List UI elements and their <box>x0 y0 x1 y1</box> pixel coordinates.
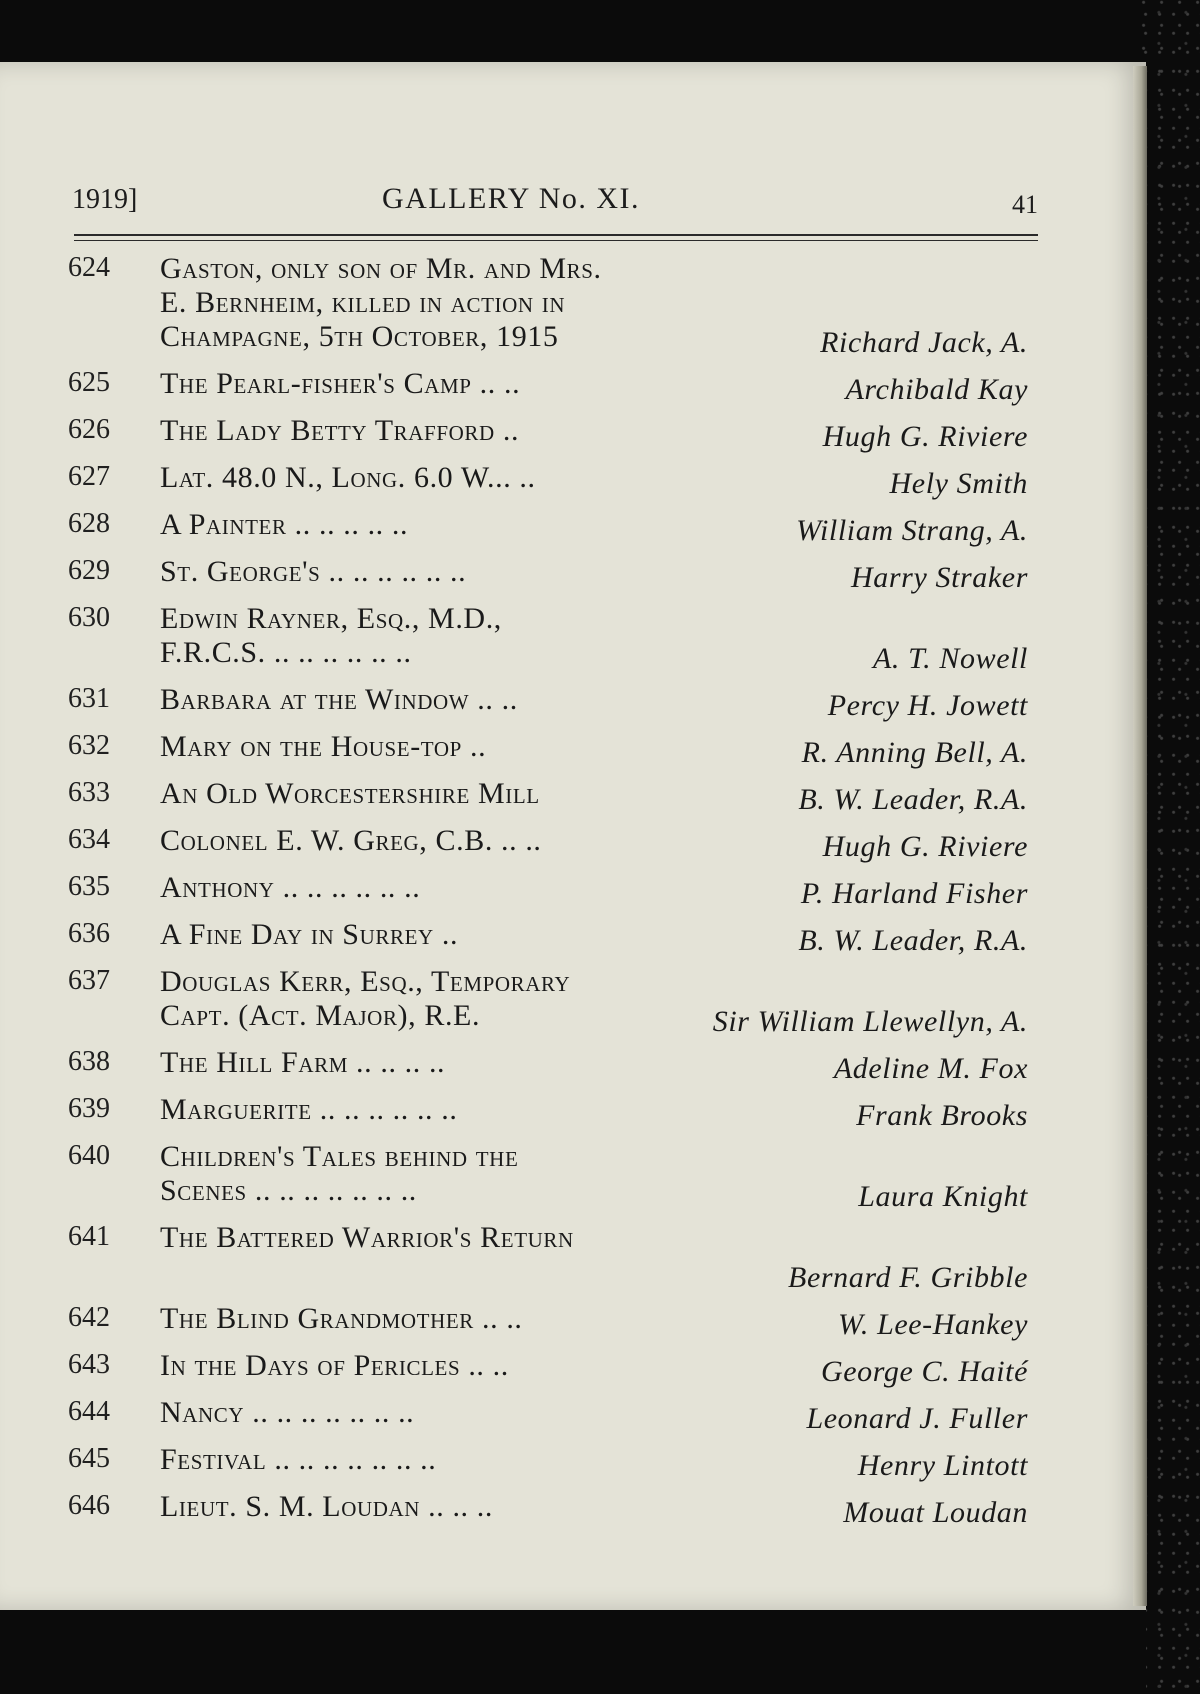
entry-title: Douglas Kerr, Esq., Temporary Capt. (Act. Major), R.E. <box>160 965 571 1032</box>
entry-number: 625 <box>68 367 110 398</box>
entry-title: Gaston, only son of Mr. and Mrs. E. Bernheim, killed in action in Champagne, 5th October, 1915 <box>160 252 602 353</box>
entry-title: Barbara at the Window .. .. <box>160 683 518 716</box>
catalogue-entry <box>68 1046 1040 1085</box>
entry-number: 633 <box>68 777 110 808</box>
entry-number: 634 <box>68 824 110 855</box>
entry-title: Anthony .. .. .. .. .. .. <box>160 871 421 904</box>
entry-number: 629 <box>68 555 110 586</box>
entry-number: 631 <box>68 683 110 714</box>
page-edge <box>1133 66 1147 1606</box>
entry-title: Marguerite .. .. .. .. .. .. <box>160 1093 458 1126</box>
entry-title: An Old Worcestershire Mill <box>160 777 540 810</box>
catalogue-entry <box>68 1093 1040 1132</box>
entry-number: 638 <box>68 1046 110 1077</box>
entry-title: A Fine Day in Surrey .. <box>160 918 459 951</box>
header-rule <box>74 234 1038 236</box>
catalogue-entry <box>68 602 1040 675</box>
catalogue-entry <box>68 555 1040 594</box>
entry-artist: Adeline M. Fox <box>833 1052 1028 1085</box>
entry-artist: Sir William Llewellyn, A. <box>712 1005 1028 1038</box>
entry-number: 639 <box>68 1093 110 1124</box>
entry-number: 640 <box>68 1140 110 1171</box>
catalogue-entry <box>68 918 1040 957</box>
entry-number: 628 <box>68 508 110 539</box>
entry-number: 627 <box>68 461 110 492</box>
entry-artist: William Strang, A. <box>796 514 1028 547</box>
entry-artist: B. W. Leader, R.A. <box>798 783 1028 816</box>
entry-title: In the Days of Pericles .. .. <box>160 1349 509 1382</box>
catalogue-entry <box>68 1349 1040 1388</box>
entry-number: 643 <box>68 1349 110 1380</box>
catalogue-entry <box>68 683 1040 722</box>
entry-title: Nancy .. .. .. .. .. .. .. <box>160 1396 415 1429</box>
entry-artist: Richard Jack, A. <box>820 326 1028 359</box>
entry-title: Colonel E. W. Greg, C.B. .. .. <box>160 824 542 857</box>
catalogue-entry <box>68 824 1040 863</box>
entry-artist: Hugh G. Riviere <box>822 830 1028 863</box>
entry-artist: Hely Smith <box>889 467 1028 500</box>
entry-number: 624 <box>68 252 110 283</box>
entry-artist: Archibald Kay <box>845 373 1028 406</box>
entry-artist: Henry Lintott <box>857 1449 1028 1482</box>
entry-number: 626 <box>68 414 110 445</box>
page-number: 41 <box>1012 190 1038 219</box>
entry-title: The Hill Farm .. .. .. .. <box>160 1046 446 1079</box>
catalogue-entry <box>68 1396 1040 1435</box>
header-rule-thin <box>74 240 1038 241</box>
entry-artist: P. Harland Fisher <box>800 877 1028 910</box>
entry-number: 632 <box>68 730 110 761</box>
catalogue-entry <box>68 1490 1040 1529</box>
entry-artist: Harry Straker <box>851 561 1028 594</box>
catalogue-entry <box>68 965 1040 1038</box>
gallery-title: GALLERY No. XI. <box>382 182 641 215</box>
entry-artist: Laura Knight <box>858 1180 1028 1213</box>
entry-artist: Hugh G. Riviere <box>822 420 1028 453</box>
catalogue-entry <box>68 1443 1040 1482</box>
entry-title: A Painter .. .. .. .. .. <box>160 508 409 541</box>
entry-artist: Frank Brooks <box>856 1099 1028 1132</box>
catalogue-entry <box>68 1302 1040 1341</box>
catalogue-entry <box>68 1221 1040 1294</box>
entry-number: 635 <box>68 871 110 902</box>
entry-title: The Battered Warrior's Return <box>160 1221 574 1254</box>
entry-artist: Bernard F. Gribble <box>788 1261 1028 1294</box>
entry-title: Lat. 48.0 N., Long. 6.0 W... .. <box>160 461 536 494</box>
page-bottom-shadow <box>0 1610 1146 1694</box>
entry-number: 644 <box>68 1396 110 1427</box>
header-year: 1919] <box>72 184 138 215</box>
entry-number: 646 <box>68 1490 110 1521</box>
entry-artist: R. Anning Bell, A. <box>801 736 1028 769</box>
entry-title: St. George's .. .. .. .. .. .. <box>160 555 467 588</box>
catalogue-entry <box>68 367 1040 406</box>
entry-title: Lieut. S. M. Loudan .. .. .. <box>160 1490 493 1523</box>
entry-number: 630 <box>68 602 110 633</box>
catalogue-entry <box>68 414 1040 453</box>
entry-title: The Lady Betty Trafford .. <box>160 414 520 447</box>
entry-artist: W. Lee-Hankey <box>838 1308 1028 1341</box>
entry-artist: George C. Haité <box>820 1355 1028 1388</box>
entry-number: 636 <box>68 918 110 949</box>
entry-title: Festival .. .. .. .. .. .. .. <box>160 1443 437 1476</box>
entry-number: 645 <box>68 1443 110 1474</box>
catalogue-entry <box>68 1140 1040 1213</box>
running-header <box>72 176 1038 226</box>
entry-title: Mary on the House-top .. <box>160 730 487 763</box>
entry-title: The Blind Grandmother .. .. <box>160 1302 523 1335</box>
entry-artist: Leonard J. Fuller <box>806 1402 1028 1435</box>
entry-number: 637 <box>68 965 110 996</box>
entry-artist: A. T. Nowell <box>873 642 1028 675</box>
entry-title: The Pearl-fisher's Camp .. .. <box>160 367 521 400</box>
background-speckle <box>1140 0 1200 1694</box>
entry-title: Edwin Rayner, Esq., M.D., F.R.C.S. .. .. .. .. .. .. <box>160 602 502 669</box>
catalogue-entry <box>68 871 1040 910</box>
catalogue-entry <box>68 252 1040 359</box>
entry-title: Children's Tales behind the Scenes .. .. .. .. .. .. .. <box>160 1140 519 1207</box>
catalogue-entry <box>68 730 1040 769</box>
catalogue-entry <box>68 508 1040 547</box>
entry-artist: B. W. Leader, R.A. <box>798 924 1028 957</box>
entry-number: 641 <box>68 1221 110 1252</box>
entry-artist: Percy H. Jowett <box>827 689 1028 722</box>
catalogue-entry <box>68 461 1040 500</box>
catalogue-entry <box>68 777 1040 816</box>
entry-number: 642 <box>68 1302 110 1333</box>
entry-artist: Mouat Loudan <box>843 1496 1028 1529</box>
